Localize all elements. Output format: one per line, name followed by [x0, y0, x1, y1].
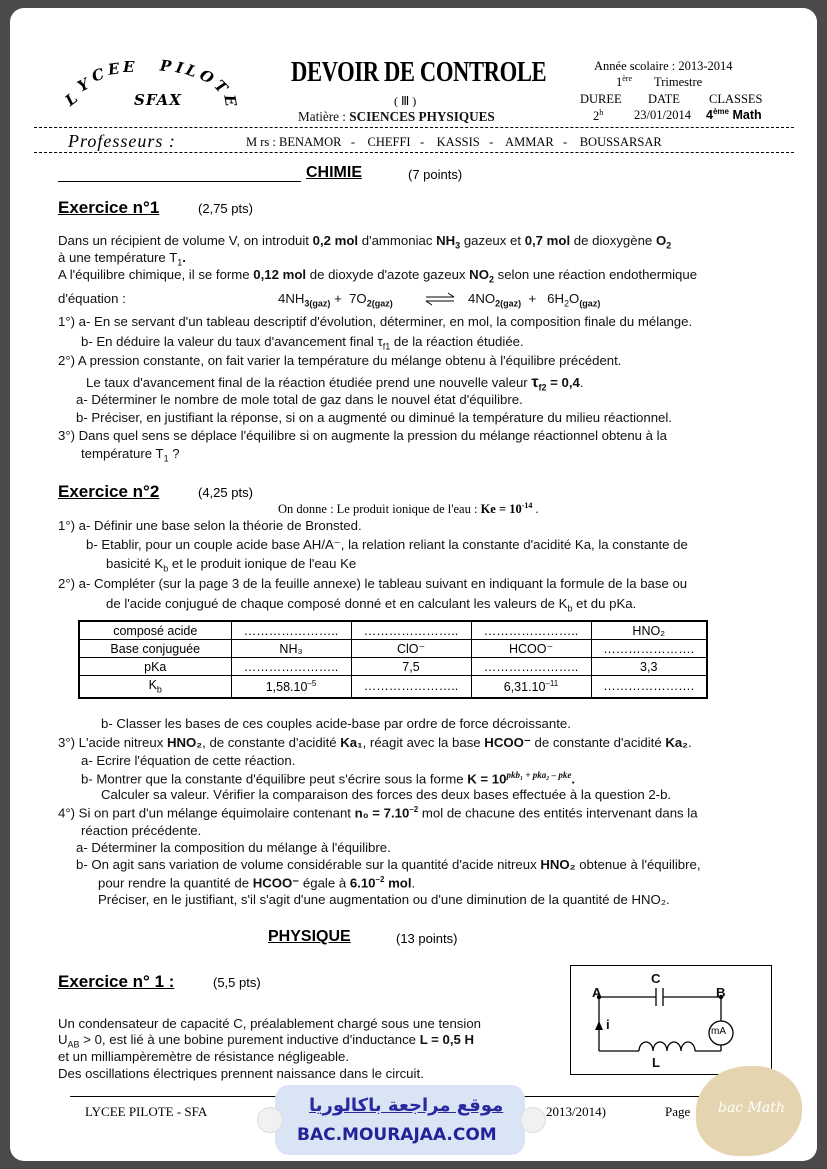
school-letter: E — [123, 58, 136, 76]
circuit-label-l: L — [652, 1055, 661, 1070]
chimie-points: (7 points) — [408, 167, 463, 182]
class-value — [706, 107, 762, 122]
ex2-q2a: 2°) a- Compléter (sur la page 3 de la feuille annexe) le tableau suivant en indiquant la formule de la base ou — [58, 576, 688, 591]
footer-page: Page — [665, 1104, 691, 1119]
classes-label: CLASSES — [709, 92, 763, 106]
ex1-line: Dans un récipient de volume V, on introduit 0,2 mol d'ammoniac $NH_3$ gazeux et 0,7 mol de dioxygène $O_2$ — [58, 233, 672, 251]
table-row — [79, 640, 707, 658]
document-number: ( Ⅲ ) — [394, 94, 417, 108]
exam-page — [10, 8, 817, 1161]
table-cell: ………………….. — [231, 658, 351, 676]
ex2-q4-line2: réaction précédente. — [81, 823, 202, 838]
lc-circuit-icon — [571, 966, 771, 1074]
school-letter: O — [196, 65, 218, 89]
table-cell: NH₃ — [231, 640, 351, 658]
ex1-q2-line2: Le taux d'avancement final de la réaction étudiée prend une nouvelle valeur $\tau_{f2} = 0,4$. — [86, 374, 584, 393]
ex2-q4a: a- Déterminer la composition du mélange à l'équilibre. — [76, 840, 391, 855]
ex1-q1a: 1°) a- En se servant d'un tableau descriptif d'évolution, déterminer, en mol, la composition finale du mélange. — [58, 314, 693, 329]
ex2-q4b: b- On agit sans variation de volume considérable sur la quantité d'acide nitreux HNO₂ obtenue à l'équilibre, — [76, 857, 701, 872]
physique-title: PHYSIQUE — [268, 928, 351, 945]
logo-text: bac Math — [718, 1100, 785, 1116]
chemical-equation: $4NH_{3(gaz)} + 7O_{2(gaz)}$ — [278, 291, 393, 309]
ex2-q1a: 1°) a- Définir une base selon la théorie de Bronsted. — [58, 518, 362, 533]
table-cell: ………………….. — [471, 658, 591, 676]
ex2-q2b: b- Classer les bases de ces couples acide-base par ordre de force décroissante. — [101, 716, 571, 731]
ex2-q3a: a- Ecrire l'équation de cette réaction. — [81, 753, 296, 768]
ex2-q3b-line2: Calculer sa valeur. Vérifier la comparaison des forces des deux bases effectuée à la question 2-b. — [101, 787, 672, 802]
section-rule — [58, 181, 301, 182]
school-year: Année scolaire : 2013-2014 — [594, 59, 733, 73]
physique-ex1-title: Exercice n° 1 : — [58, 972, 175, 991]
header-separator-bottom — [34, 152, 794, 153]
phys-ex1-p2: $U_{AB} > 0$, est lié à une bobine purement inductive d'inductance L = 0,5 H — [58, 1032, 475, 1050]
table-cell: $6,31.10^{-11}$ — [471, 676, 591, 698]
table-cell: $1,58.10^{-5}$ — [231, 676, 351, 698]
phys-ex1-p1: Un condensateur de capacité C, préalablement chargé sous une tension — [58, 1016, 482, 1031]
ex2-q3b: b- Montrer que la constante d'équilibre peut s'écrire sous la forme $K = 10^{pkb_1 + pka_2 - pke}$. — [81, 770, 576, 787]
ex2-q1b: b- Etablir, pour un couple acide base AH/A⁻, la relation reliant la constante d'acidité Ka, la constante de — [86, 537, 688, 552]
ex2-q1b-line2: basicité $K_b$ et le produit ionique de l'eau Ke — [106, 556, 357, 574]
table-cell: ………………….. — [351, 621, 471, 640]
class-num: 4 — [706, 108, 713, 123]
class-name: Math — [732, 108, 762, 123]
ex2-q4: 4°) Si on part d'un mélange équimolaire contenant $n_0 = 7.10^{-2}$ mol de chacune des entités intervenant dans la — [58, 805, 698, 821]
school-letter: E — [106, 59, 122, 79]
ionic-product-note: On donne : Le produit ionique de l'eau : $Ke = 10^{-14}$ . — [278, 501, 539, 517]
trimester-label: Trimestre — [654, 75, 703, 90]
chemical-equation-products: $4NO_{2(gaz)} + 6H_2O_{(gaz)}$ — [468, 291, 601, 309]
table-cell: 7,5 — [351, 658, 471, 676]
chimie-ex1-title: Exercice n°1 — [58, 198, 160, 217]
site-banner[interactable] — [275, 1085, 525, 1155]
professors-label: Professeurs : — [68, 131, 176, 151]
banner-logo-left-icon — [257, 1107, 283, 1133]
banner-url[interactable]: BAC.MOURAJAA.COM — [297, 1125, 497, 1145]
equation-label: d'équation : — [58, 291, 126, 306]
banner-logo-right-icon — [520, 1107, 546, 1133]
chimie-ex2-points: (4,25 pts) — [198, 485, 253, 500]
ex1-line: à une température $T_1$. — [58, 250, 186, 268]
table-row — [79, 658, 707, 676]
document-title: DEVOIR DE CONTROLE — [291, 56, 547, 88]
acid-base-table — [78, 620, 708, 699]
table-cell: ………………….. — [471, 621, 591, 640]
circuit-label-ma: mA — [711, 1026, 726, 1037]
school-letter: T — [210, 76, 232, 98]
ex2-q4b-line3: Préciser, en le justifiant, s'il s'agit d'une augmentation ou d'une diminution de la quantité de HNO₂. — [98, 892, 670, 907]
header-separator-top — [34, 127, 794, 128]
school-letter: E — [220, 93, 241, 109]
circuit-frame — [570, 965, 772, 1075]
footer-right: 2013/2014) — [546, 1104, 606, 1119]
class-sup: ème — [712, 107, 729, 116]
ex1-q3-line2: température $T_1$ ? — [81, 446, 180, 464]
trimester — [616, 74, 702, 90]
school-letter: L — [183, 60, 201, 82]
current-arrow-icon — [595, 1021, 603, 1030]
subject-line — [298, 109, 495, 125]
circuit-label-i: i — [606, 1017, 610, 1032]
duree-label: DUREE — [580, 92, 622, 106]
circuit-label-c: C — [651, 971, 661, 986]
table-cell: HCOO⁻ — [471, 640, 591, 658]
table-row — [79, 621, 707, 640]
table-cell: …………………. — [591, 640, 707, 658]
table-cell: ………………….. — [351, 676, 471, 698]
school-letter: C — [89, 64, 108, 86]
circuit-label-a: A — [592, 985, 602, 1000]
phys-ex1-p3: et un milliampèremètre de résistance négligeable. — [58, 1049, 350, 1064]
school-letter: I — [174, 58, 186, 78]
table-cell: 3,3 — [591, 658, 707, 676]
table-cell: …………………. — [591, 676, 707, 698]
table-cell: $K_b$ — [79, 676, 231, 698]
ex1-q3: 3°) Dans quel sens se déplace l'équilibre si on augmente la pression du mélange réactionnel obtenu à la — [58, 428, 667, 443]
trimester-num: 1 — [616, 75, 623, 90]
professors-list: M rs : BENAMOR - CHEFFI - KASSIS - AMMAR - BOUSSARSAR — [246, 135, 662, 149]
table-cell: pKa — [79, 658, 231, 676]
physique-ex1-points: (5,5 pts) — [213, 975, 261, 990]
banner-arabic: موقع مراجعة باكالوريا — [309, 1095, 504, 1116]
date-value: 23/01/2014 — [634, 108, 691, 122]
ex1-q1b: b- En déduire la valeur du taux d'avancement final $\tau_{f1}$ de la réaction étudiée. — [81, 334, 524, 352]
trimester-sup: ère — [622, 74, 633, 83]
bac-math-logo — [696, 1066, 802, 1156]
table-cell: HNO₂ — [591, 621, 707, 640]
ex2-q2a-line2: de l'acide conjugué de chaque composé donné et en calculant les valeurs de $K_b$ et du pKa. — [106, 596, 637, 614]
table-cell: Base conjuguée — [79, 640, 231, 658]
chimie-ex2-title: Exercice n°2 — [58, 482, 160, 501]
subject-label: Matière : — [298, 109, 350, 124]
ex2-q4b-line2: pour rendre la quantité de HCOO⁻ égale à $6.10^{-2}$ mol. — [98, 875, 416, 891]
duree-value — [593, 108, 603, 124]
footer-left: LYCEE PILOTE - SFA — [85, 1104, 208, 1119]
chimie-title: CHIMIE — [306, 164, 362, 181]
table-cell: ………………….. — [231, 621, 351, 640]
school-letter: Y — [74, 74, 94, 96]
physique-points: (13 points) — [396, 931, 458, 946]
duree-sup: h — [599, 108, 604, 117]
table-cell: ClO⁻ — [351, 640, 471, 658]
table-cell: composé acide — [79, 621, 231, 640]
date-label: DATE — [648, 92, 680, 106]
ex1-q2b: b- Préciser, en justifiant la réponse, si on a augmenté ou diminué la température du milieu réactionnel. — [76, 410, 672, 425]
school-letter: P — [159, 56, 174, 76]
school-letter: L — [61, 88, 82, 110]
school-city: SFAX — [134, 91, 182, 109]
ex1-line: A l'équilibre chimique, il se forme 0,12 mol de dioxyde d'azote gazeux $NO_2$ selon une réaction endothermique — [58, 267, 698, 285]
ex2-q3: 3°) L'acide nitreux HNO₂, de constante d'acidité Ka₁, réagit avec la base HCOO⁻ de constante d'acidité Ka₂. — [58, 735, 692, 750]
chimie-ex1-points: (2,75 pts) — [198, 201, 253, 216]
subject-value: SCIENCES PHYSIQUES — [349, 109, 495, 124]
duree-num: 2 — [593, 109, 600, 124]
ex1-q2: 2°) A pression constante, on fait varier la température du mélange obtenu à l'équilibre précédent. — [58, 353, 622, 368]
table-row — [79, 676, 707, 698]
phys-ex1-p4: Des oscillations électriques prennent naissance dans le circuit. — [58, 1066, 424, 1081]
circuit-label-b: B — [716, 985, 726, 1000]
equilibrium-arrows-icon — [424, 292, 456, 306]
ex1-q2a: a- Déterminer le nombre de mole total de gaz dans le nouvel état d'équilibre. — [76, 392, 523, 407]
